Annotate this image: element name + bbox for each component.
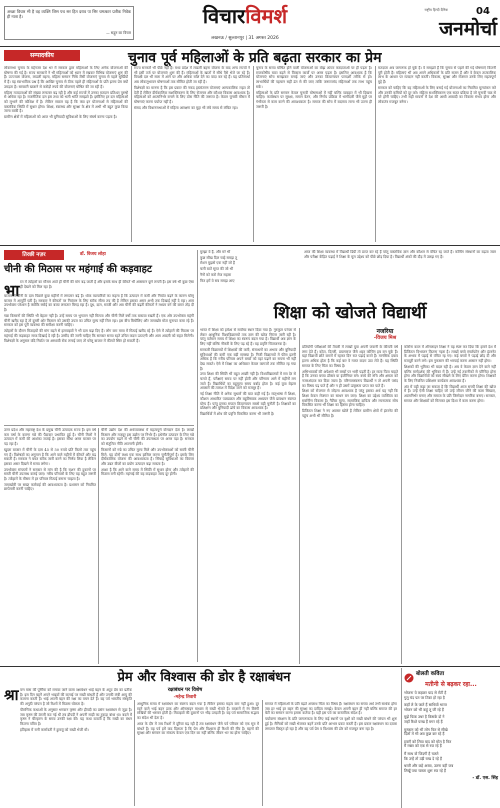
shiksha-byline: -विजय मिश्र <box>373 335 397 341</box>
editorial-col-4: मतदाता अब जागरूक हो चुके हैं। वे समझते हैं कि चुनाव से पहले की गई घोषणाएं कितनी पूरी होती हैं। महिलाएं भी अब अपने अधिकारों के प्रति सजग हैं और वे केवल तात्कालिक लाभ के आधार पर मतदान नहीं करतीं। विकास, सुरक्षा और रोजगार उनके लिए महत्वपूर्ण मुद्दे हैं। सरकार को चाहिए कि वह महिलाओं के लिए बनाई गई योजनाओं का नियमित मूल्यांकन करे और उनकी कमियों को दूर करे। महिला सशक्तिकरण एक सतत प्रक्रिया है जो चुनावी चक्र से परे होनी चाहिए। तभी सही मायनों में देश की आधी आबादी का विकास संभव होगा और लोकतंत्र मजबूत बनेगा। <box>378 66 496 104</box>
vishesh-body-d: चीनी उद्योग देश की अर्थव्यवस्था में महत्वपूर्ण योगदान देता है। लाखों किसान और मजदूर इस उद्योग पर निर्भर हैं। इथेनॉल उत्पादन के लिए गन्ने का उपयोग बढ़ने से भी चीनी की उपलब्धता पर असर पड़ा है। सरकार को संतुलित नीति अपनानी होगी। किसानों को गन्ने का उचित मूल्य मिले और उपभोक्ताओं को सस्ती चीनी मिले, यह दोनों लक्ष्य एक साथ हासिल करना चुनौतीपूर्ण है। इसके लिए दीर्घकालिक योजना की आवश्यकता है। सिंचाई सुविधाओं का विस्तार और उन्नत बीजों का प्रयोग उत्पादन बढ़ा सकता है। आशा है कि आने वाले समय में स्थिति में सुधार होगा और त्योहारों की मिठास बनी रहेगी। महंगाई की यह कड़वाहट जल्द दूर होगी। <box>101 428 194 477</box>
poem-line: भोजना ये कहकर याद से रोटी है <box>404 691 447 695</box>
shiksha-col-2: प्रतियोगी परीक्षाओं की तैयारी में लाखों युवा अपनी जवानी के कीमती वर्ष लगा देते हैं। कोटा, दिल्ली, प्रयागराज जैसे शहर कोचिंग हब बन चुके हैं। यहां विद्यार्थी छोटे कमरों में रहकर दिन रात पढ़ाई करते हैं। मानसिक दबाव इतना अधिक होता है कि कई बार वे गलत कदम उठा लेते हैं। यह स्थिति समाज के लिए चिंता का विषय है। अभिभावकों की अपेक्षाएं भी बच्चों पर भारी पड़ती हैं। हर माता पिता चाहते हैं कि उनका बच्चा डॉक्टर या इंजीनियर बने। बच्चे की रुचि और क्षमता को नजरअंदाज कर दिया जाता है। परिणामस्वरूप विद्यार्थी न तो अपनी पसंद का विषय पढ़ पाते हैं और न ही उसमें उत्कृष्टता प्राप्त कर पाते हैं। शिक्षा को रोजगार से जोड़ना आवश्यक है परंतु इसका अर्थ यह नहीं कि शिक्षा केवल रोजगार का साधन बन जाए। शिक्षा का उद्देश्य व्यक्तित्व का सर्वांगीण विकास है। नैतिक मूल्य, सामाजिक दायित्व और रचनात्मक सोच विकसित करना भी शिक्षा का हिस्सा होना चाहिए। डिजिटल शिक्षा ने नए अवसर खोले हैं लेकिन ग्रामीण क्षेत्रों में इंटरनेट की पहुंच अभी भी सीमित है। <box>302 345 398 418</box>
brand-name: जनमोर्चा <box>439 18 497 40</box>
vishesh-byline: डॉ. विजय लोहा <box>80 252 106 257</box>
poem-line: कहाँ ले के जाते हैं साथियों भारत <box>404 703 447 708</box>
raksha-byline: -महेन्द्र तिवारी <box>173 695 197 700</box>
editorial-headline: चुनाव पूर्व महिलाओं के प्रति बढ़ता सरकार का प्रेम <box>128 50 382 66</box>
vishesh-headline: चीनी की मिठास पर महंगाई की कड़वाहट <box>4 264 152 275</box>
raksha-col-3: समाज में महिलाओं के प्रति बढ़ते अपराध चिंता का विषय हैं। रक्षाबंधन का सच्चा अर्थ तभी सार्थक होगा जब हर भाई हर बहन की सुरक्षा का दायित्व समझे। केवल अपनी बहन ही नहीं बल्कि समाज की हर बेटी का सम्मान करना हमारा कर्तव्य है। यही इस पर्व का वास्तविक संदेश है। पर्यावरण संरक्षण के प्रति जागरूकता के लिए कई स्थानों पर वृक्षों को राखी बांधने की परंपरा भी शुरू हुई है। सैनिकों को राखी भेजकर बहनें उनके प्रति आभार प्रकट करती हैं। इस प्रकार रक्षाबंधन का दायरा लगातार विस्तृत हो रहा है और यह पर्व प्रेम व विश्वास की डोर को मजबूत बना रहा है। <box>265 702 397 731</box>
poem-box <box>404 668 498 806</box>
editorial-col-3: चुनाव के समय घोषित होने वाली योजनाओं का बोझ अंततः करदाताओं पर ही पड़ता है। राजकोषीय घाटा बढ़ने से विकास कार्यों पर असर पड़ता है। इसलिए आवश्यक है कि योजनाएं सोच समझकर बनाई जाएं और उनका क्रियान्वयन पारदर्शी तरीके से हो। लाभार्थियों की पहचान सही ढंग से की जाए ताकि जरूरतमंद महिलाओं तक लाभ पहुंच सके। महिलाओं के प्रति सम्मान केवल चुनावी घोषणाओं में नहीं बल्कि व्यवहार में भी दिखना चाहिए। कार्यस्थल पर सुरक्षा, समान वेतन, और निर्णय प्रक्रिया में भागीदारी जैसे मुद्दों पर गंभीरता से काम करने की आवश्यकता है। समाज की सोच में बदलाव लाना भी उतना ही जरूरी है। <box>256 66 372 109</box>
raksha-col-2: आधुनिक समय में रक्षाबंधन का स्वरूप बदल गया है लेकिन इसका महत्व कम नहीं हुआ। दूर रहने वाले भाई बहन डाक और ऑनलाइन माध्यम से राखी भेजते हैं। बाजारों में रंग बिरंगी राखियों की भरमार होती है। मिठाइयों की दुकानों पर भीड़ उमड़ती है। यह पर्व सामाजिक सद्भाव का संदेश भी देता है। आज के दौर में जब रिश्तों में दूरियां बढ़ रही हैं तब रक्षाबंधन जैसे पर्व परिवार को एक सूत्र में बांधते हैं। यह पर्व हमें याद दिलाता है कि प्रेम और विश्वास ही रिश्तों की नींव है। बहनों की सुरक्षा और सम्मान का संकल्प केवल एक दिन का नहीं बल्कि जीवन भर का होना चाहिए। <box>137 702 259 736</box>
masthead-quote: अच्छा विचार भी है वह व्यक्ति जिस पथ सर हित दराव पा सिर चमत्कार प्रतीक निवेक ही नाता है। <box>7 9 131 20</box>
quill-icon <box>404 668 414 678</box>
poem-line: हवाएँ को लिया बाद को मोल है फिर <box>404 739 452 744</box>
poem-line: लिखूँ पचा चलता शुरू रुठ रहे हैं <box>404 768 446 773</box>
vishesh-body-c: उत्तर प्रदेश और महाराष्ट्र देश के प्रमुख चीनी उत्पादक राज्य हैं। इस वर्ष कम वर्षा के कारण गन्ने की पैदावार प्रभावित हुई है। चीनी मिलों ने उत्पादन में कमी की आशंका जताई है। इसका सीधा असर बाजार पर पड़ रहा है। खुदरा बाजार में चीनी के दाम 45 से 50 रुपये प्रति किलो तक पहुंच गए हैं। विशेषज्ञों का अनुमान है कि आने वाले महीनों में कीमतें और बढ़ सकती हैं। सरकार ने बफर स्टॉक जारी करने का निर्णय लिया है लेकिन इसका असर दिखने में समय लगेगा। उपभोक्ता संगठनों ने सरकार से मांग की है कि राशन की दुकानों पर सस्ती चीनी उपलब्ध कराई जाए। गरीब परिवारों के लिए यह बहुत जरूरी है। त्योहारों के मौसम में हर परिवार मिठाई बनाना चाहता है। जमाखोरी पर सख्त कार्रवाई की आवश्यकता है। प्रशासन को नियमित छापेमारी करनी चाहिए। <box>4 428 96 492</box>
poem-line: जहाँ रिश्ते परख हैं मगर रहे हैं <box>404 719 443 724</box>
poem-line: मुस्कान को भी लोग फिर से सीखे <box>404 727 448 732</box>
poem-line: भोजन को भी कहूं तू जी रहे हैं <box>404 707 444 712</box>
vishesh-body-a: रत में त्योहारों का मौसम आते ही चीनी की मांग बढ़ जाती है और इसके साथ ही कीमतें भी आसमान छूने लगती हैं। इस वर्ष भी कुछ ऐसा ही देखने को मिल रहा है। <box>20 280 194 289</box>
shiksha-side-col: मुरझा ये हैं, और मरे भी कुछ सीख दिल चाहे समझ तू रोशन मुझसे एक नहीं जो हैं चली बातें सूरत की जो भी नैनों को करो रोज सहारा फिर हमें ये सब समझ आए <box>200 250 238 283</box>
shiksha-side-col-2: आज की शिक्षा व्यवस्था में विद्यार्थी डिग्री तो प्राप्त कर रहे हैं परंतु वास्तविक ज्ञान और कौशल से वंचित रह जाते हैं। कोचिंग संस्थानों का बढ़ता जाल और परीक्षा केंद्रित पढ़ाई ने शिक्षा के मूल उद्देश्य को पीछे छोड़ दिया है। विद्यार्थी अंकों की दौड़ में उलझ गए हैं। <box>304 250 496 259</box>
raksha-dropcap: श्रा <box>4 686 19 704</box>
nazariya-label: नजरिया <box>376 328 394 335</box>
poem-line: कि उन्हें तो उड़ी राख दे रहे हैं <box>404 756 442 761</box>
masthead-title-right: विमर्श <box>245 4 288 28</box>
poem-line: गुलु चंद पत पर टिका हो रहा है <box>404 695 445 700</box>
raksha-sub: रक्षाबंधन पर विशेष <box>167 687 203 693</box>
poem-lines <box>404 691 498 773</box>
poem-line: दिलों में भी अब कूछ कर रहे हैं <box>404 732 445 737</box>
editorial-col-1: लोकसभा चुनाव के मद्देनजर देश भर में सरकार द्वारा महिलाओं के लिए अनेक योजनाओं की घोषणा की गई है। राज्य सरकारों ने भी महिलाओं को ध्यान में रखकर विभिन्न योजनाएं शुरू की हैं। उज्ज्वला योजना, लाडली बहना, महिला सम्मान निधि जैसी योजनाएं चुनाव से पहले सुर्खियों में हैं। यह स्वाभाविक प्रश्न है कि आखिर चुनाव से ठीक पहले ही महिलाओं के प्रति इतना प्रेम क्यों उमड़ता है। सरकारी खजाने से करोड़ों रुपये की योजनाएं घोषित की जा रही हैं। महिला मतदाताओं की संख्या लगातार बढ़ रही है और कई राज्यों में उनका मतदान प्रतिशत पुरुषों से अधिक रहा है। राजनीतिक दल इस तथ्य को भली भांति समझते हैं। इसीलिए हर दल महिलाओं को लुभाने की कोशिश में है। लेकिन सवाल यह है कि क्या इन योजनाओं से महिलाओं की वास्तविक स्थिति में सुधार होगा। शिक्षा, स्वास्थ्य और सुरक्षा के क्षेत्र में अभी भी बहुत कुछ किया जाना बाकी है। ग्रामीण क्षेत्रों में महिलाओं को आज भी बुनियादी सुविधाओं के लिए संघर्ष करना पड़ता है। <box>4 66 128 120</box>
masthead <box>0 0 500 46</box>
masthead-quote-box <box>4 6 134 40</box>
vishesh-dropcap: भा <box>4 281 20 300</box>
poem-line: धरती और कहे अब्बा, उतना वही जब <box>404 764 454 769</box>
poem-line: मैं साथ वो जिदगी है चलते <box>404 751 439 756</box>
shiksha-col-3: कोरोना काल में ऑनलाइन शिक्षा ने यह स्पष्ट कर दिया कि हमारे देश में डिजिटल विभाजन कितना गहरा है। लाखों बच्चे स्मार्टफोन और इंटरनेट के अभाव में पढ़ाई से वंचित रह गए। कई बच्चों ने पढ़ाई छोड़ दी और मजदूरी करने लगे। इस नुकसान की भरपाई करना आसान नहीं होगा। शिक्षकों की भूमिका भी बदल रही है। अब वे केवल ज्ञान देने वाले नहीं बल्कि मार्गदर्शक की भूमिका में हैं। उन्हें नई तकनीकों से परिचित होना होगा और विद्यार्थियों को स्वयं सीखने के लिए प्रेरित करना होगा। शिक्षकों के लिए नियमित प्रशिक्षण कार्यक्रम आवश्यक हैं। अंत में यही कहा जा सकता है कि विद्यार्थी आज सच्ची शिक्षा की खोज में हैं। उन्हें ऐसी शिक्षा चाहिए जो उन्हें जीवन जीने की कला सिखाए, आत्मनिर्भर बनाए और समाज के प्रति जिम्मेदार नागरिक बनाए। सरकार, समाज और शिक्षकों को मिलकर इस दिशा में काम करना होगा। <box>404 345 496 403</box>
poem-section-label <box>404 668 498 678</box>
editorial-col-2: राज्य सरकारें भी पीछे नहीं हैं। मध्य प्रदेश में लाडली बहना योजना के बाद अन्य राज्यों ने भी इसी तर्ज पर योजनाएं शुरू की हैं। महिलाओं के खातों में सीधे पैसे भेजे जा रहे हैं। विपक्षी दल भी सत्ता में आने पर और अधिक राशि देने का वादा कर रहे हैं। यह प्रतिस्पर्धा अब लोकलुभावन घोषणाओं तक सीमित होती जा रही है। विशेषज्ञों का मानना है कि इस प्रकार की नकद हस्तांतरण योजनाएं अल्पकालिक राहत तो देती हैं लेकिन दीर्घकालिक सशक्तिकरण के लिए रोजगार और कौशल विकास आवश्यक है। महिलाओं को आत्मनिर्भर बनाने के लिए ठोस नीति की जरूरत है। केवल चुनावी मौसम में घोषणाएं करना पर्याप्त नहीं है। संसद और विधानसभाओं में महिला आरक्षण का मुद्दा भी लंबे समय से लंबित रहा। <box>134 66 250 110</box>
vishesh-label: तिरछी नज़र <box>4 250 64 260</box>
poem-author: - डॉ. एस. सिंह <box>472 776 498 782</box>
raksha-col-1: वण मास की पूर्णिमा को मनाया जाने वाला रक्षाबंधन भाई बहन के अटूट प्रेम का प्रतीक है। इस दिन बहनें अपने भाइयों की कलाई पर राखी बांधती हैं और उनकी लंबी आयु की कामना करती हैं। भाई अपनी बहन की रक्षा का वचन देते हैं। यह पर्व भारतीय संस्कृति की अनूठी परंपरा है जो रिश्तों में मिठास घोलता है। पौराणिक कथाओं के अनुसार भगवान कृष्ण और द्रौपदी का प्रसंग रक्षाबंधन से जुड़ा है। जब कृष्ण की उंगली कट गई थी तब द्रौपदी ने अपनी साड़ी का टुकड़ा बांधा था। बदले में कृष्ण ने चीरहरण के समय उनकी रक्षा की। यह कथा बताती है कि राखी का बंधन कितना पवित्र है। इतिहास में रानी कर्णावती ने हुमायूं को राखी भेजी थी। <box>20 688 132 732</box>
masthead-quote-author: — सद्गुरु का विचार <box>106 31 131 35</box>
poem-title: मतीनी से बढ़कर रहा... <box>425 681 477 688</box>
poem-line: मैं मन्नत को एक से रुठ रहे हैं <box>404 744 442 749</box>
shiksha-col-1: भारत में शिक्षा को हमेशा से सर्वोच्च स्थान दिया गया है। गुरुकुल परंपरा से लेकर आधुनिक विश्वविद्यालयों तक ज्ञान की खोज निरंतर जारी रही है। परंतु वर्तमान समय में शिक्षा का स्वरूप बदल गया है। विद्यार्थी अब ज्ञान के लिए नहीं बल्कि नौकरी के लिए पढ़ रहे हैं। यह प्रवृत्ति चिंताजनक है। सरकारी विद्यालयों में शिक्षकों की कमी, संसाधनों का अभाव और बुनियादी सुविधाओं की कमी एक बड़ी समस्या है। निजी विद्यालयों में फीस इतनी अधिक है कि गरीब परिवार अपने बच्चों को वहां पढ़ाने का सपना भी नहीं देख सकते। ऐसे में शिक्षा का अधिकार केवल कागजों तक सीमित रह गया है। उच्च शिक्षा की स्थिति भी बहुत अच्छी नहीं है। विश्वविद्यालयों में सत्र देर से चलते हैं, परीक्षाएं समय पर नहीं होतीं और परिणाम आने में महीनों लग जाते हैं। विद्यार्थियों का बहुमूल्य समय बर्बाद होता है। कई युवा बेहतर अवसरों की तलाश में विदेश जाने को मजबूर हैं। नई शिक्षा नीति में अनेक सुधारों की बात कही गई है। मातृभाषा में शिक्षा, कौशल आधारित पाठ्यक्रम और बहुविषयक अध्ययन जैसे प्रावधान स्वागत योग्य हैं। परंतु इनका सफल क्रियान्वयन सबसे बड़ी चुनौती है। शिक्षकों का प्रशिक्षण और बुनियादी ढांचे का विकास आवश्यक है। विद्यार्थियों में शोध की प्रवृत्ति विकसित करना भी जरूरी है। <box>200 328 296 416</box>
brand-subtitle: राष्ट्रीय हिन्दी दैनिक <box>424 8 448 12</box>
masthead-title-left: विचार <box>202 4 246 28</box>
shiksha-headline: शिक्षा को खोजते विद्यार्थी <box>273 303 427 323</box>
vishesh-body-b: बाजार में चीनी के दाम पिछले कुछ महीनों में लगातार बढ़े हैं। थोक व्यापारियों का कहना है कि उत्पादन में कमी और निर्यात बढ़ने के कारण घरेलू बाजार में आपूर्ति घटी है। सरकार ने कीमतों पर नियंत्रण के लिए स्टॉक सीमा तय की है लेकिन इसका असर अभी तक दिखाई नहीं दे रहा। आम उपभोक्ता परेशान है क्योंकि रसोई का बजट लगातार बिगड़ रहा है। दूध, दाल, सब्जी और अब चीनी की बढ़ती कीमतों ने मध्यम वर्ग की कमर तोड़ दी है। गन्ना किसानों की स्थिति भी बेहतर नहीं है। उन्हें समय पर भुगतान नहीं मिलता और चीनी मिलें वर्षों तक बकाया रखती हैं। एक ओर उपभोक्ता महंगी चीनी खरीद रहा है तो दूसरी ओर किसान को उसकी उपज का उचित मूल्य नहीं मिल रहा। इस बीच बिचौलिए और जमाखोर मोटा मुनाफा कमा रहे हैं। सरकार को इस पूरी व्यवस्था की समीक्षा करनी चाहिए। त्योहारों के दौरान मिठाइयों की मांग बढ़ने से हलवाइयों ने भी दाम बढ़ा दिए हैं। लोग कम मात्रा में मिठाई खरीद रहे हैं। ऐसे में त्योहारों की मिठास पर महंगाई की कड़वाहट साफ दिखाई दे रही है। उम्मीद की जानी चाहिए कि सरकार समय रहते उचित कदम उठाएगी और आम आदमी को राहत मिलेगी। विशेषज्ञों के अनुसार यदि निर्यात पर अस्थायी रोक लगाई जाए तो घरेलू बाजार में कीमतें स्थिर हो सकती हैं। <box>4 294 194 344</box>
masthead-title <box>190 2 300 32</box>
raksha-headline: प्रेम और विश्वास की डोर है रक्षाबंधन <box>117 670 291 685</box>
page-number: 04 <box>476 6 490 17</box>
poem-section: बोलती कविता <box>416 671 445 677</box>
editorial-label: सम्पादकीय <box>4 50 80 61</box>
dateline: लखनऊ / सुल्तानपुर | 31 अगस्त 2026 <box>211 36 279 41</box>
poem-line: मुझे फिक उधर है किसके दो ने <box>404 715 445 720</box>
